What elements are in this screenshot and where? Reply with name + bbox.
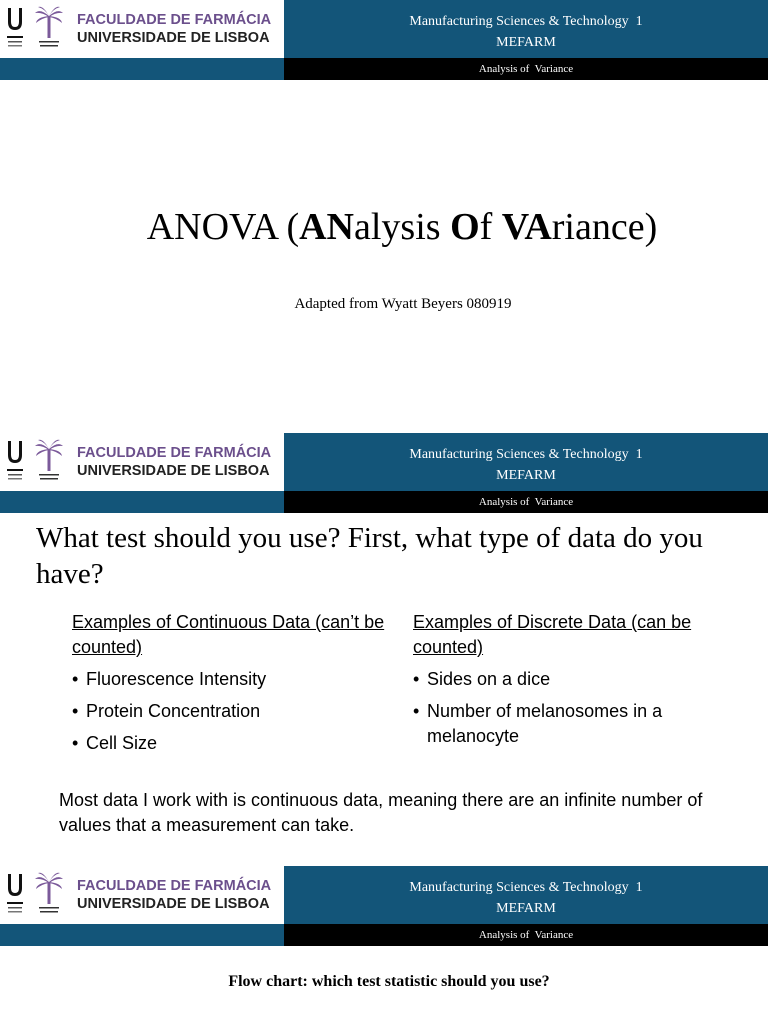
university-u-logo-icon (5, 439, 25, 485)
list-item: • Cell Size (72, 731, 392, 756)
university-name: UNIVERSIDADE DE LISBOA (77, 463, 270, 479)
slide-title-heading: ANOVA (ANalysis Of VAriance) (146, 206, 658, 248)
continuous-data-list (72, 667, 392, 756)
slide-title (0, 0, 768, 433)
university-u-logo-icon (5, 6, 25, 52)
course-title: Manufacturing Sciences & Technology 1 MEFARM (409, 447, 643, 483)
discrete-data-heading: Examples of Discrete Data (can be counted) (413, 612, 692, 657)
university-name: UNIVERSIDADE DE LISBOA (77, 30, 270, 46)
course-title: Manufacturing Sciences & Technology 1 MEFARM (409, 880, 643, 916)
slide-flow-chart (0, 866, 768, 1024)
continuous-data-heading: Examples of Continuous Data (can’t be counted) (72, 612, 385, 657)
palm-tree-logo-icon (34, 4, 64, 52)
list-item: • Protein Concentration (72, 699, 392, 724)
slide-data-types (0, 433, 768, 866)
slide-subtitle: Adapted from Wyatt Beyers 080919 (294, 296, 512, 312)
university-name: UNIVERSIDADE DE LISBOA (77, 896, 270, 912)
palm-tree-logo-icon (34, 437, 64, 485)
list-item: • Sides on a dice (413, 667, 733, 692)
palm-tree-logo-icon (34, 870, 64, 918)
slide-note: Most data I work with is continuous data, meaning there are an infinite number of values that a measurement can take. (59, 790, 703, 835)
slide-question: What test should you use? First, what type of data do you have? (36, 522, 703, 590)
slide-header (0, 433, 768, 513)
continuous-data-column (72, 610, 392, 763)
slide-heading: Flow chart: which test statistic should you use? (228, 973, 550, 990)
faculty-name: FACULDADE DE FARMÁCIA (77, 445, 272, 461)
university-u-logo-icon (5, 872, 25, 918)
discrete-data-list (413, 667, 733, 749)
topic-label: Analysis of Variance (478, 496, 574, 508)
topic-label: Analysis of Variance (478, 929, 574, 941)
list-item: • Fluorescence Intensity (72, 667, 392, 692)
faculty-name: FACULDADE DE FARMÁCIA (77, 12, 272, 28)
topic-label: Analysis of Variance (478, 63, 574, 75)
slide-header (0, 866, 768, 946)
list-item: • Number of melanosomes in a melanocyte (413, 699, 733, 749)
course-title: Manufacturing Sciences & Technology 1 MEFARM (409, 14, 643, 50)
slide-header (0, 0, 768, 80)
faculty-name: FACULDADE DE FARMÁCIA (77, 878, 272, 894)
discrete-data-column (413, 610, 733, 756)
